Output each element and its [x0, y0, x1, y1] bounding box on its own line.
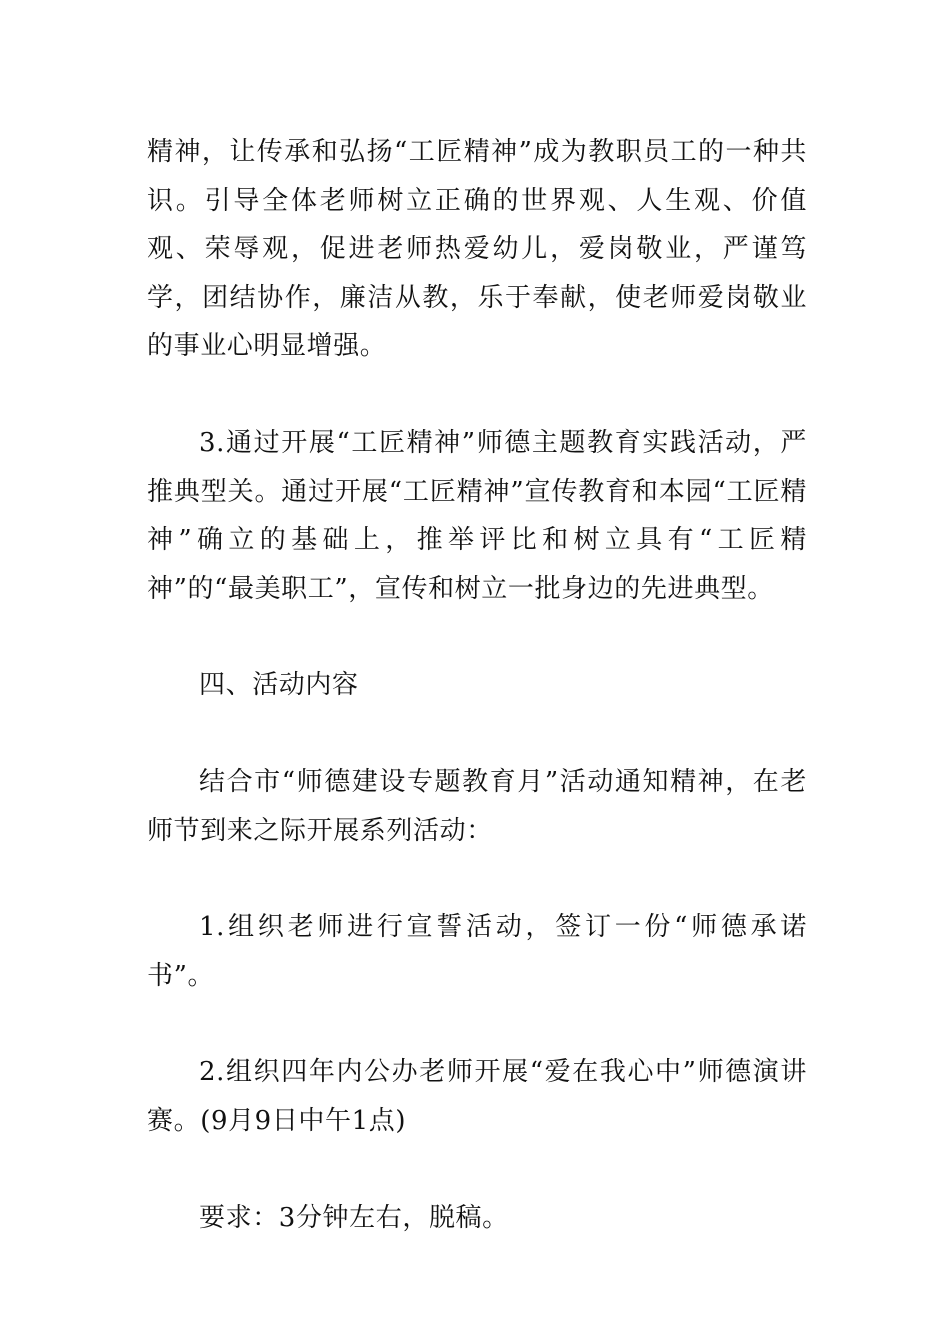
- paragraph-continuation: 精神，让传承和弘扬“工匠精神”成为教职员工的一种共识。引导全体老师树立正确的世界观、人生观、价值观、荣辱观，促进老师热爱幼儿，爱岗敬业，严谨笃学，团结协作，廉洁从教，乐于奉献，使老师爱岗敬业的事业心明显增强。: [147, 137, 807, 362]
- paragraph-item-1: 1.组织老师进行宣誓活动，签订一份“师德承诺书”。: [147, 912, 807, 991]
- document-body: [147, 128, 807, 1288]
- paragraph-intro: 结合市“师德建设专题教育月”活动通知精神，在老师节到来之际开展系列活动：: [147, 766, 807, 846]
- paragraph-item-2: 2.组织四年内公办老师开展“爱在我心中”师德演讲赛。(9月9日中午1点): [147, 1057, 807, 1136]
- paragraph-requirement: 要求：3分钟左右，脱稿。: [199, 1202, 509, 1233]
- section-heading: 四、活动内容: [199, 670, 359, 701]
- paragraph-item-3: 3.通过开展“工匠精神”师德主题教育实践活动，严推典型关。通过开展“工匠精神”宣传教育和本园“工匠精神”确立的基础上，推举评比和树立具有“工匠精神”的“最美职工”，宣传和树立一批身边的先进典型。: [147, 427, 807, 604]
